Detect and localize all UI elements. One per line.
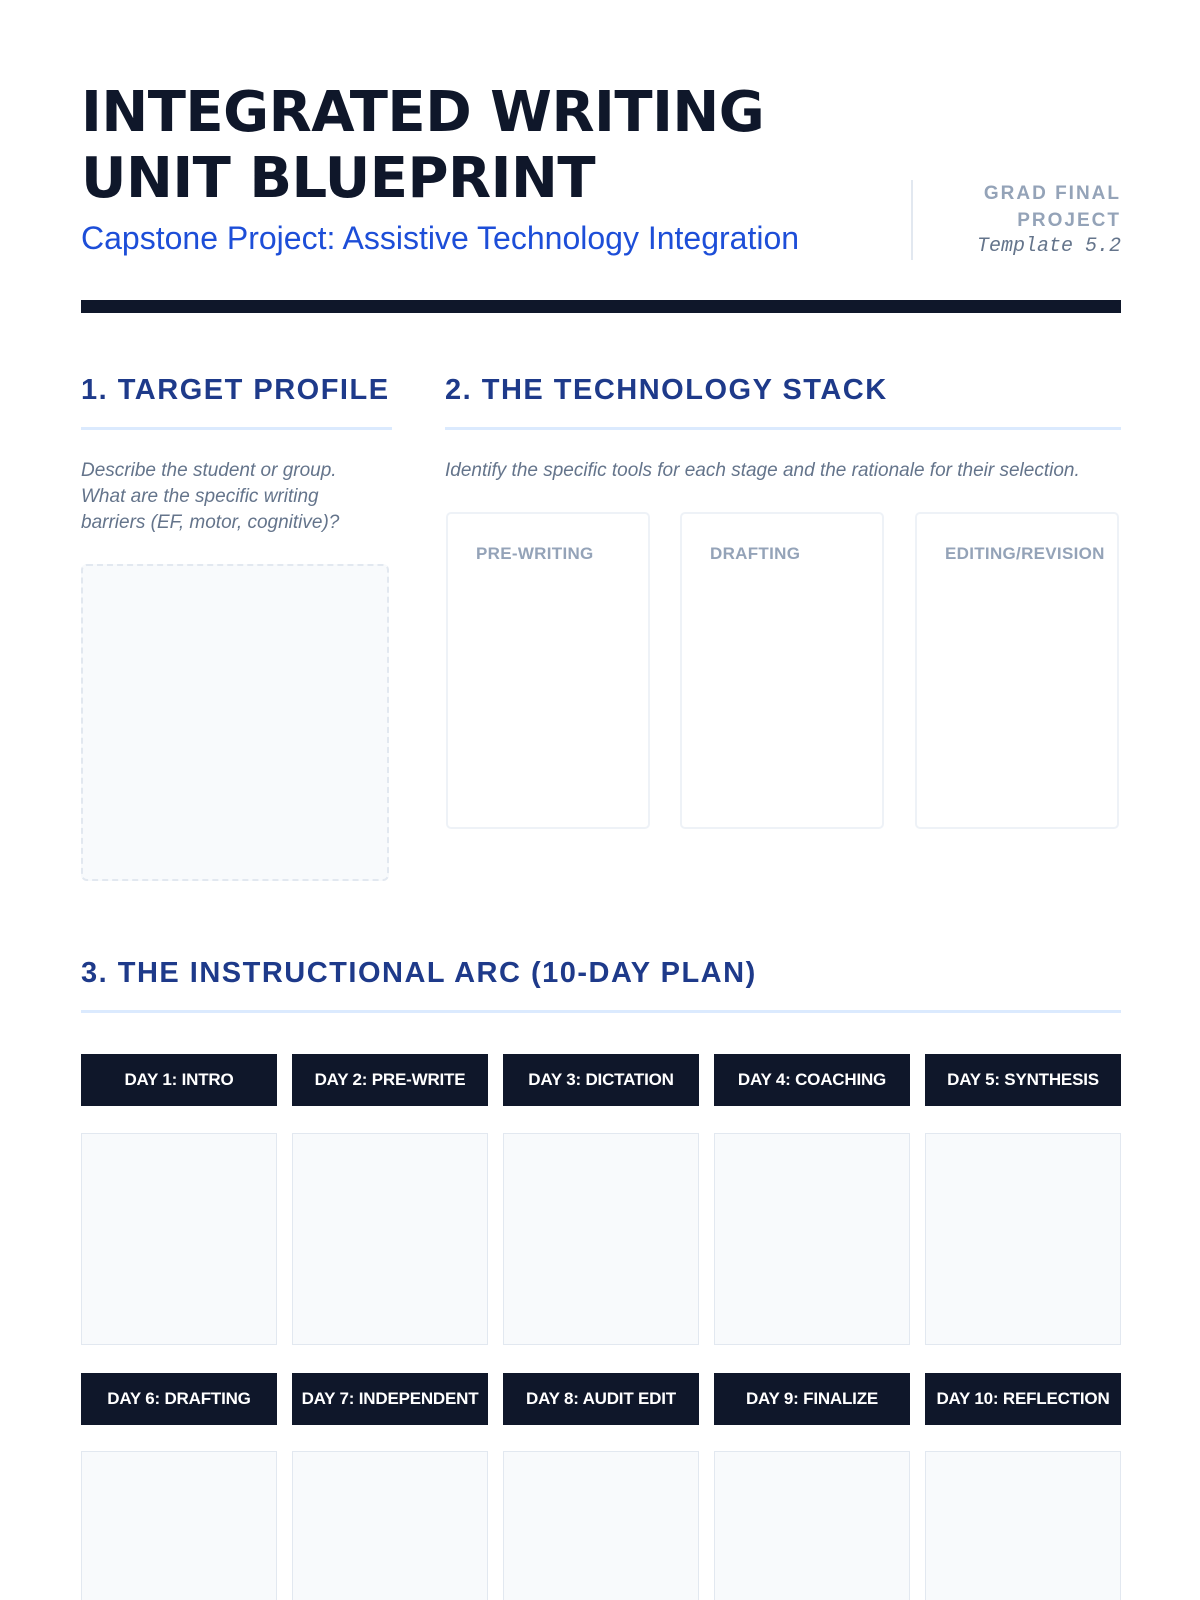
meta-label-line-2: PROJECT [1017, 210, 1121, 231]
day-6-plan-box[interactable] [81, 1451, 277, 1600]
stack-card-label: EDITING/REVISION [945, 544, 1105, 563]
section-2-instructions: Identify the specific tools for each stage and the rationale for their selection. [445, 460, 1080, 481]
document-title [81, 80, 881, 212]
day-7-plan-box[interactable] [292, 1451, 488, 1600]
section-2-heading: 2. THE TECHNOLOGY STACK [445, 374, 888, 406]
document-header [81, 80, 1121, 290]
title-line-1: INTEGRATED WRITING [81, 80, 765, 145]
day-9-plan-box[interactable] [714, 1451, 910, 1600]
day-7-header: DAY 7: INDEPENDENT [292, 1373, 488, 1425]
day-5-plan-box[interactable] [925, 1133, 1121, 1345]
day-8-header: DAY 8: AUDIT EDIT [503, 1373, 699, 1425]
header-meta [931, 180, 1121, 260]
template-version: Template 5.2 [976, 235, 1121, 258]
day-3-plan-box[interactable] [503, 1133, 699, 1345]
day-10-header: DAY 10: REFLECTION [925, 1373, 1121, 1425]
document-subtitle: Capstone Project: Assistive Technology Integration [81, 220, 800, 256]
day-10-plan-box[interactable] [925, 1451, 1121, 1600]
section-3-heading: 3. THE INSTRUCTIONAL ARC (10-DAY PLAN) [81, 957, 757, 989]
day-4-plan-box[interactable] [714, 1133, 910, 1345]
meta-label-line-1: GRAD FINAL [983, 183, 1121, 204]
day-5-header: DAY 5: SYNTHESIS [925, 1054, 1121, 1106]
day-3-header: DAY 3: DICTATION [503, 1054, 699, 1106]
stack-card-label: PRE-WRITING [476, 544, 594, 563]
header-rule [81, 300, 1121, 313]
day-1-plan-box[interactable] [81, 1133, 277, 1345]
stack-card-drafting[interactable] [680, 512, 884, 829]
section-1-instructions: Describe the student or group. What are the specific writing barriers (EF, motor, cognitive)? [81, 460, 340, 533]
day-6-header: DAY 6: DRAFTING [81, 1373, 277, 1425]
stack-card-editing-revision[interactable] [915, 512, 1119, 829]
section-1-heading: 1. TARGET PROFILE [81, 374, 390, 406]
header-meta-divider [911, 180, 913, 260]
section-1-rule [81, 427, 392, 430]
section-2-rule [445, 427, 1121, 430]
title-line-2: UNIT BLUEPRINT [81, 146, 596, 211]
day-4-header: DAY 4: COACHING [714, 1054, 910, 1106]
target-profile-input-area[interactable] [81, 564, 389, 881]
stack-card-pre-writing[interactable] [446, 512, 650, 829]
day-9-header: DAY 9: FINALIZE [714, 1373, 910, 1425]
day-1-header: DAY 1: INTRO [81, 1054, 277, 1106]
section-3-rule [81, 1010, 1121, 1013]
day-2-header: DAY 2: PRE-WRITE [292, 1054, 488, 1106]
day-8-plan-box[interactable] [503, 1451, 699, 1600]
stack-card-label: DRAFTING [710, 544, 801, 563]
day-2-plan-box[interactable] [292, 1133, 488, 1345]
